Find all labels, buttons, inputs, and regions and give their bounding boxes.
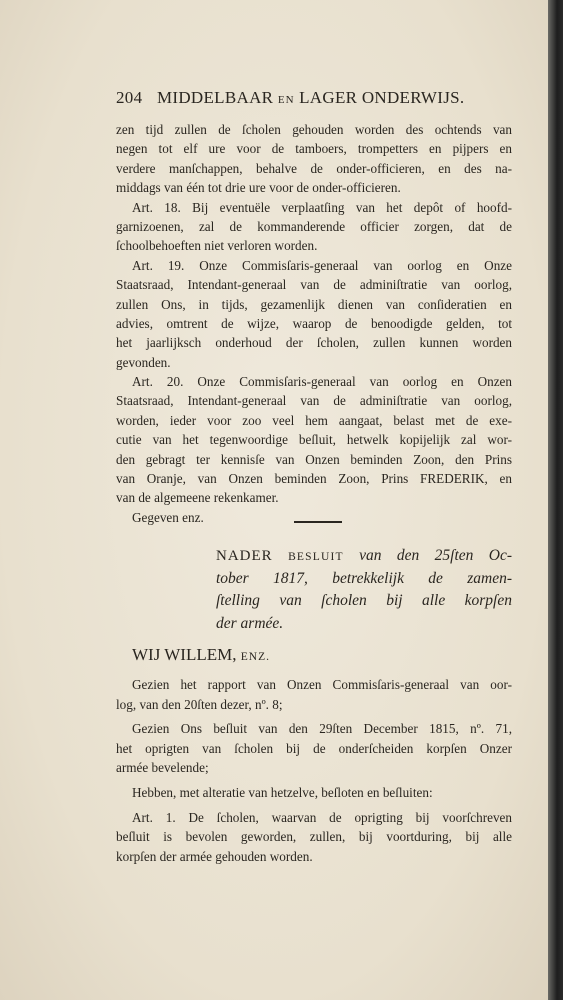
page-number: 204 [116, 88, 143, 107]
text-line: zen tijd zullen de ſcholen gehouden worden des ochtends van [116, 122, 512, 137]
text-line: Art. 18. Bij eventuële verplaatſing van het depôt of hoofd- [132, 199, 512, 215]
decree-title-line2: tober 1817, betrekkelijk de zamen- [216, 569, 512, 587]
text-block-upper [116, 120, 512, 527]
decree-title-nader: NADER [216, 548, 273, 564]
text-line: Hebben, met alteratie van hetzelve, beſloten en beſluiten: [132, 784, 433, 800]
decree-title-line4: der armée. [216, 614, 284, 632]
text-line: Gezien Ons beſluit van den 29ſten December 1815, nº. 71, [132, 721, 512, 737]
decree-title-besluit: BESLUIT [288, 551, 344, 563]
text-line: van Oranje, van Onzen beminden Zoon, Prins FREDERIK, en [116, 471, 512, 487]
running-header [116, 88, 516, 108]
text-line: advies, omtrent de wijze, waarop de benoodigde gelden, tot [116, 315, 512, 331]
text-line: Art. 19. Onze Commisſaris-generaal van oorlog en Onze [132, 257, 512, 273]
text-line: worden, ieder voor zoo veel hem aangaat, belast met de exe- [116, 412, 512, 428]
section-divider [294, 521, 342, 523]
text-block-lower [116, 675, 512, 866]
royal-preamble [132, 645, 270, 665]
text-line: Art. 20. Onze Commisſaris-generaal van oorlog en Onzen [132, 374, 512, 390]
text-line: middags van één tot drie ure voor de onder-officieren. [116, 180, 401, 196]
text-line: Art. 1. De ſcholen, waarvan de oprigting bij voorſchreven [132, 809, 512, 825]
text-line: garnizoenen, zal de kommanderende officier zorgen, dat de [116, 218, 512, 234]
text-line: ſchoolbehoeften niet verloren worden. [116, 238, 318, 254]
book-spine-edge [548, 0, 563, 1000]
text-line: het jaarlijksch onderhoud der ſcholen, zullen kunnen worden [116, 335, 512, 351]
header-title-part1: MIDDELBAAR [156, 88, 274, 107]
text-line: beſluit is bevolen geworden, zullen, bij voortduring, bij alle [116, 829, 512, 845]
text-line: gevonden. [116, 354, 171, 370]
text-line-closing: Gegeven enz. [132, 509, 204, 525]
header-title-part2: LAGER ONDERWIJS. [299, 88, 465, 107]
decree-title-line1: van den 25ſten Oc- [359, 547, 513, 564]
header-title-en: EN [277, 94, 295, 106]
royal-preamble-main: WIJ WILLEM, [132, 645, 237, 664]
text-line: van de algemeene rekenkamer. [116, 490, 279, 506]
text-line: Staatsraad, Intendant-generaal van de adminiſtratie van oorlog, [116, 277, 512, 293]
decree-title-line3: ſtelling van ſcholen bij alle korpſen [216, 592, 512, 609]
text-line: negen tot elf ure voor de tamboers, trompetters en pijpers en [116, 141, 512, 157]
text-line: Gezien het rapport van Onzen Commisſaris-generaal van oor- [132, 677, 512, 692]
decree-title [216, 545, 512, 635]
text-line: log, van den 20ſten dezer, nº. 8; [116, 696, 283, 712]
text-line: den gebragt ter kennisſe van Onzen beminden Zoon, den Prins [116, 451, 512, 467]
text-line: armée bevelende; [116, 760, 209, 776]
text-line: Staatsraad, Intendant-generaal van de adminiſtratie van oorlog, [116, 393, 512, 409]
text-line: korpſen der armée gehouden worden. [116, 848, 313, 864]
text-line: cutie van het tegenwoordige beſluit, hetwelk kopijelijk zal wor- [116, 432, 512, 448]
royal-preamble-enz: ENZ. [240, 651, 270, 663]
text-line: verdere manſchappen, behalve de onder-officieren, en des na- [116, 160, 512, 176]
text-line: het oprigten van ſcholen bij de onderſcheiden korpſen Onzer [116, 740, 512, 756]
text-line: zullen Ons, in tijds, gezamenlijk dienen van conſideratien en [116, 296, 512, 312]
